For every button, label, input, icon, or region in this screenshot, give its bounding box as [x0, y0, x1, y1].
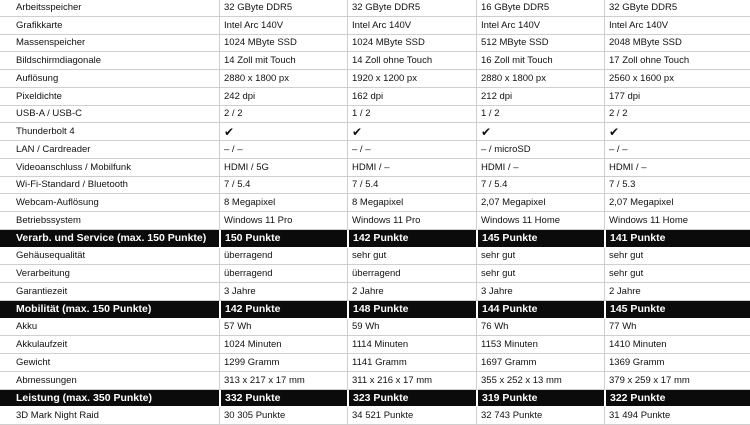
section-score: 142 Punkte	[219, 301, 347, 319]
table-cell: sehr gut	[347, 248, 476, 266]
table-cell: HDMI / 5G	[219, 159, 347, 177]
section-score: 145 Punkte	[604, 301, 750, 319]
table-cell: 2 / 2	[219, 106, 347, 124]
row-label: Webcam-Auflösung	[0, 194, 219, 212]
table-cell: 2,07 Megapixel	[604, 194, 750, 212]
table-cell: 14 Zoll ohne Touch	[347, 52, 476, 70]
table-cell: 16 Zoll mit Touch	[476, 52, 604, 70]
table-row	[0, 319, 750, 337]
section-title: Leistung (max. 350 Punkte)	[0, 390, 219, 408]
table-cell: 8 Megapixel	[219, 194, 347, 212]
table-cell: 32 GByte DDR5	[604, 0, 750, 17]
table-row	[0, 177, 750, 195]
row-label: Pixeldichte	[0, 88, 219, 106]
table-row	[0, 88, 750, 106]
table-row	[0, 248, 750, 266]
table-cell: 1141 Gramm	[347, 354, 476, 372]
table-cell: 311 x 216 x 17 mm	[347, 372, 476, 390]
table-cell: 1024 MByte SSD	[219, 35, 347, 53]
table-cell: 2048 MByte SSD	[604, 35, 750, 53]
table-row	[0, 52, 750, 70]
table-row	[0, 106, 750, 124]
table-row	[0, 194, 750, 212]
row-label: Abmessungen	[0, 372, 219, 390]
table-row	[0, 123, 750, 141]
table-cell: 32 743 Punkte	[476, 407, 604, 425]
table-row	[0, 35, 750, 53]
table-cell: ✔	[347, 123, 476, 141]
table-cell: 2 Jahre	[347, 283, 476, 301]
table-cell: HDMI / –	[347, 159, 476, 177]
table-cell: Windows 11 Pro	[347, 212, 476, 230]
table-cell: – / –	[604, 141, 750, 159]
table-cell: Windows 11 Pro	[219, 212, 347, 230]
section-title: Mobilität (max. 150 Punkte)	[0, 301, 219, 319]
section-score: 323 Punkte	[347, 390, 476, 408]
table-cell: – / microSD	[476, 141, 604, 159]
table-cell: 17 Zoll ohne Touch	[604, 52, 750, 70]
section-header-row	[0, 230, 750, 248]
table-cell: 32 GByte DDR5	[347, 0, 476, 17]
table-cell: 8 Megapixel	[347, 194, 476, 212]
table-cell: Windows 11 Home	[476, 212, 604, 230]
table-cell: 34 521 Punkte	[347, 407, 476, 425]
table-cell: 1299 Gramm	[219, 354, 347, 372]
section-score: 145 Punkte	[476, 230, 604, 248]
section-score: 141 Punkte	[604, 230, 750, 248]
table-cell: Windows 11 Home	[604, 212, 750, 230]
table-cell: 3 Jahre	[476, 283, 604, 301]
row-label: Auflösung	[0, 70, 219, 88]
table-row	[0, 141, 750, 159]
table-cell: 76 Wh	[476, 319, 604, 337]
table-row	[0, 0, 750, 17]
row-label: Videoanschluss / Mobilfunk	[0, 159, 219, 177]
row-label: Massenspeicher	[0, 35, 219, 53]
table-cell: 1153 Minuten	[476, 336, 604, 354]
table-cell: 14 Zoll mit Touch	[219, 52, 347, 70]
table-cell: 59 Wh	[347, 319, 476, 337]
table-row	[0, 265, 750, 283]
row-label: Akkulaufzeit	[0, 336, 219, 354]
table-cell: 212 dpi	[476, 88, 604, 106]
table-cell: ✔	[604, 123, 750, 141]
table-cell: – / –	[219, 141, 347, 159]
row-label: Thunderbolt 4	[0, 123, 219, 141]
section-score: 144 Punkte	[476, 301, 604, 319]
table-cell: 3 Jahre	[219, 283, 347, 301]
table-cell: 1 / 2	[476, 106, 604, 124]
row-label: Gewicht	[0, 354, 219, 372]
table-row	[0, 283, 750, 301]
row-label: Betriebssystem	[0, 212, 219, 230]
section-score: 332 Punkte	[219, 390, 347, 408]
row-label: 3D Mark Night Raid	[0, 407, 219, 425]
table-cell: ✔	[476, 123, 604, 141]
section-score: 150 Punkte	[219, 230, 347, 248]
table-cell: 1369 Gramm	[604, 354, 750, 372]
row-label: LAN / Cardreader	[0, 141, 219, 159]
table-cell: 1024 MByte SSD	[347, 35, 476, 53]
row-label: Arbeitsspeicher	[0, 0, 219, 17]
section-header-row	[0, 390, 750, 408]
table-cell: überragend	[219, 265, 347, 283]
table-cell: 7 / 5.4	[219, 177, 347, 195]
table-row	[0, 354, 750, 372]
row-label: Wi-Fi-Standard / Bluetooth	[0, 177, 219, 195]
table-cell: überragend	[219, 248, 347, 266]
table-cell: sehr gut	[476, 248, 604, 266]
table-cell: 313 x 217 x 17 mm	[219, 372, 347, 390]
table-cell: Intel Arc 140V	[219, 17, 347, 35]
table-cell: 512 MByte SSD	[476, 35, 604, 53]
table-cell: 1920 x 1200 px	[347, 70, 476, 88]
table-cell: Intel Arc 140V	[347, 17, 476, 35]
table-cell: 32 GByte DDR5	[219, 0, 347, 17]
section-header-row	[0, 301, 750, 319]
table-cell: Intel Arc 140V	[604, 17, 750, 35]
table-cell: 31 494 Punkte	[604, 407, 750, 425]
table-cell: sehr gut	[476, 265, 604, 283]
table-cell: 1 / 2	[347, 106, 476, 124]
table-cell: 162 dpi	[347, 88, 476, 106]
table-row	[0, 372, 750, 390]
table-cell: 1697 Gramm	[476, 354, 604, 372]
section-score: 142 Punkte	[347, 230, 476, 248]
row-label: USB-A / USB-C	[0, 106, 219, 124]
table-cell: 1024 Minuten	[219, 336, 347, 354]
table-cell: 1114 Minuten	[347, 336, 476, 354]
row-label: Verarbeitung	[0, 265, 219, 283]
section-title: Verarb. und Service (max. 150 Punkte)	[0, 230, 219, 248]
table-row	[0, 159, 750, 177]
table-cell: überragend	[347, 265, 476, 283]
table-cell: 16 GByte DDR5	[476, 0, 604, 17]
row-label: Grafikkarte	[0, 17, 219, 35]
table-row	[0, 70, 750, 88]
row-label: Gehäusequalität	[0, 248, 219, 266]
table-cell: 177 dpi	[604, 88, 750, 106]
table-cell: HDMI / –	[476, 159, 604, 177]
table-cell: Intel Arc 140V	[476, 17, 604, 35]
table-cell: 1410 Minuten	[604, 336, 750, 354]
table-cell: 77 Wh	[604, 319, 750, 337]
table-cell: 2 Jahre	[604, 283, 750, 301]
section-score: 322 Punkte	[604, 390, 750, 408]
table-row	[0, 336, 750, 354]
row-label: Akku	[0, 319, 219, 337]
row-label: Bildschirmdiagonale	[0, 52, 219, 70]
table-cell: HDMI / –	[604, 159, 750, 177]
table-cell: sehr gut	[604, 248, 750, 266]
table-cell: sehr gut	[604, 265, 750, 283]
table-cell: 2880 x 1800 px	[476, 70, 604, 88]
table-cell: 242 dpi	[219, 88, 347, 106]
table-cell: 7 / 5.4	[476, 177, 604, 195]
section-score: 319 Punkte	[476, 390, 604, 408]
table-cell: 7 / 5.3	[604, 177, 750, 195]
row-label: Garantiezeit	[0, 283, 219, 301]
section-score: 148 Punkte	[347, 301, 476, 319]
table-cell: 355 x 252 x 13 mm	[476, 372, 604, 390]
table-row	[0, 212, 750, 230]
table-cell: 379 x 259 x 17 mm	[604, 372, 750, 390]
table-row	[0, 407, 750, 425]
table-cell: 7 / 5.4	[347, 177, 476, 195]
table-cell: 30 305 Punkte	[219, 407, 347, 425]
table-cell: 2880 x 1800 px	[219, 70, 347, 88]
table-row	[0, 17, 750, 35]
table-cell: 2,07 Megapixel	[476, 194, 604, 212]
table-cell: 2 / 2	[604, 106, 750, 124]
table-cell: 2560 x 1600 px	[604, 70, 750, 88]
table-cell: – / –	[347, 141, 476, 159]
table-cell: ✔	[219, 123, 347, 141]
table-cell: 57 Wh	[219, 319, 347, 337]
